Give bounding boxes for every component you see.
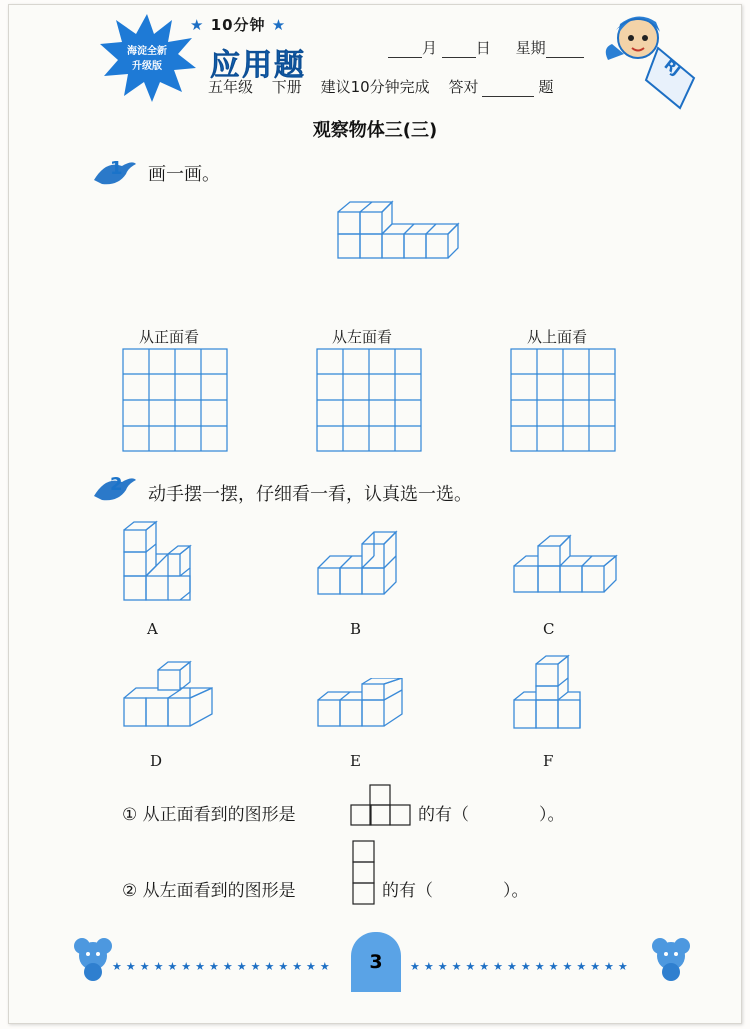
drawing-grid-front[interactable] <box>122 348 228 452</box>
mascot-icon <box>598 8 708 112</box>
option-label-a: A <box>147 620 158 638</box>
drawing-grid-left[interactable] <box>316 348 422 452</box>
suggestion-label: 建议10分钟完成 <box>320 78 430 96</box>
answer-unit: 题 <box>538 78 554 96</box>
cube-figure-main <box>334 198 464 270</box>
weekday-label: 星期 <box>515 39 546 57</box>
option-label-e: E <box>350 752 361 770</box>
section2-instruction: 动手摆一摆，仔细看一看，认真选一选。 <box>148 484 472 505</box>
left-view-shape-icon <box>352 840 376 906</box>
question-2-answer: 的有（ ）。 <box>382 881 529 901</box>
cube-figure-e[interactable] <box>314 678 408 734</box>
front-view-shape-icon <box>350 784 412 826</box>
option-label-f: F <box>543 752 554 770</box>
view-label-top: 从上面看 <box>527 328 588 346</box>
cube-figure-d[interactable] <box>120 658 216 734</box>
question-2 <box>122 876 296 901</box>
option-label-b: B <box>350 620 362 638</box>
section1-number: 1 <box>110 158 123 179</box>
cube-figure-a[interactable] <box>120 518 196 604</box>
drawing-grid-top[interactable] <box>510 348 616 452</box>
option-label-d: D <box>150 752 163 770</box>
star-icon: ★ <box>190 16 205 34</box>
cube-figure-b[interactable] <box>314 520 398 602</box>
question-1-text: 从正面看到的图形是 <box>142 805 296 825</box>
view-label-left: 从左面看 <box>332 328 393 346</box>
question-1 <box>122 800 296 825</box>
page-number: 3 <box>351 932 401 992</box>
volume-label: 下册 <box>271 78 302 96</box>
question-2-text: 从左面看到的图形是 <box>142 881 296 901</box>
footer-stars-right: ★★★★★★★★★★★★★★★★ <box>410 960 632 973</box>
brand-title: 应用题 <box>210 48 306 83</box>
question-2-number: ② <box>122 881 138 901</box>
page-title: 观察物体三(三) <box>312 120 438 141</box>
brand-subtitle: ★ 10分钟 ★ <box>190 16 287 34</box>
grade-label: 五年级 <box>208 78 254 96</box>
koala-icon <box>72 936 114 982</box>
section1-instruction: 画一画。 <box>148 164 220 185</box>
answer-label: 答对 <box>448 78 479 96</box>
koala-icon <box>650 936 692 982</box>
day-label: 日 <box>475 39 491 57</box>
footer-stars-left: ★★★★★★★★★★★★★★★★ <box>112 960 334 973</box>
question-1-number: ① <box>122 805 138 825</box>
month-label: 月 <box>422 39 438 57</box>
badge-text: 海淀全新 升级版 <box>127 46 167 72</box>
worksheet-info <box>208 76 568 97</box>
star-icon: ★ <box>271 16 287 34</box>
answer-blank <box>482 83 534 97</box>
option-label-c: C <box>543 620 555 638</box>
date-line <box>388 37 584 58</box>
section2-number: 2 <box>110 474 123 495</box>
mascot-tag: RJ <box>660 56 684 80</box>
question-1-answer: 的有（ ）。 <box>418 805 565 825</box>
view-label-front: 从正面看 <box>139 328 200 346</box>
cube-figure-f[interactable] <box>510 652 586 734</box>
cube-figure-c[interactable] <box>510 532 622 598</box>
